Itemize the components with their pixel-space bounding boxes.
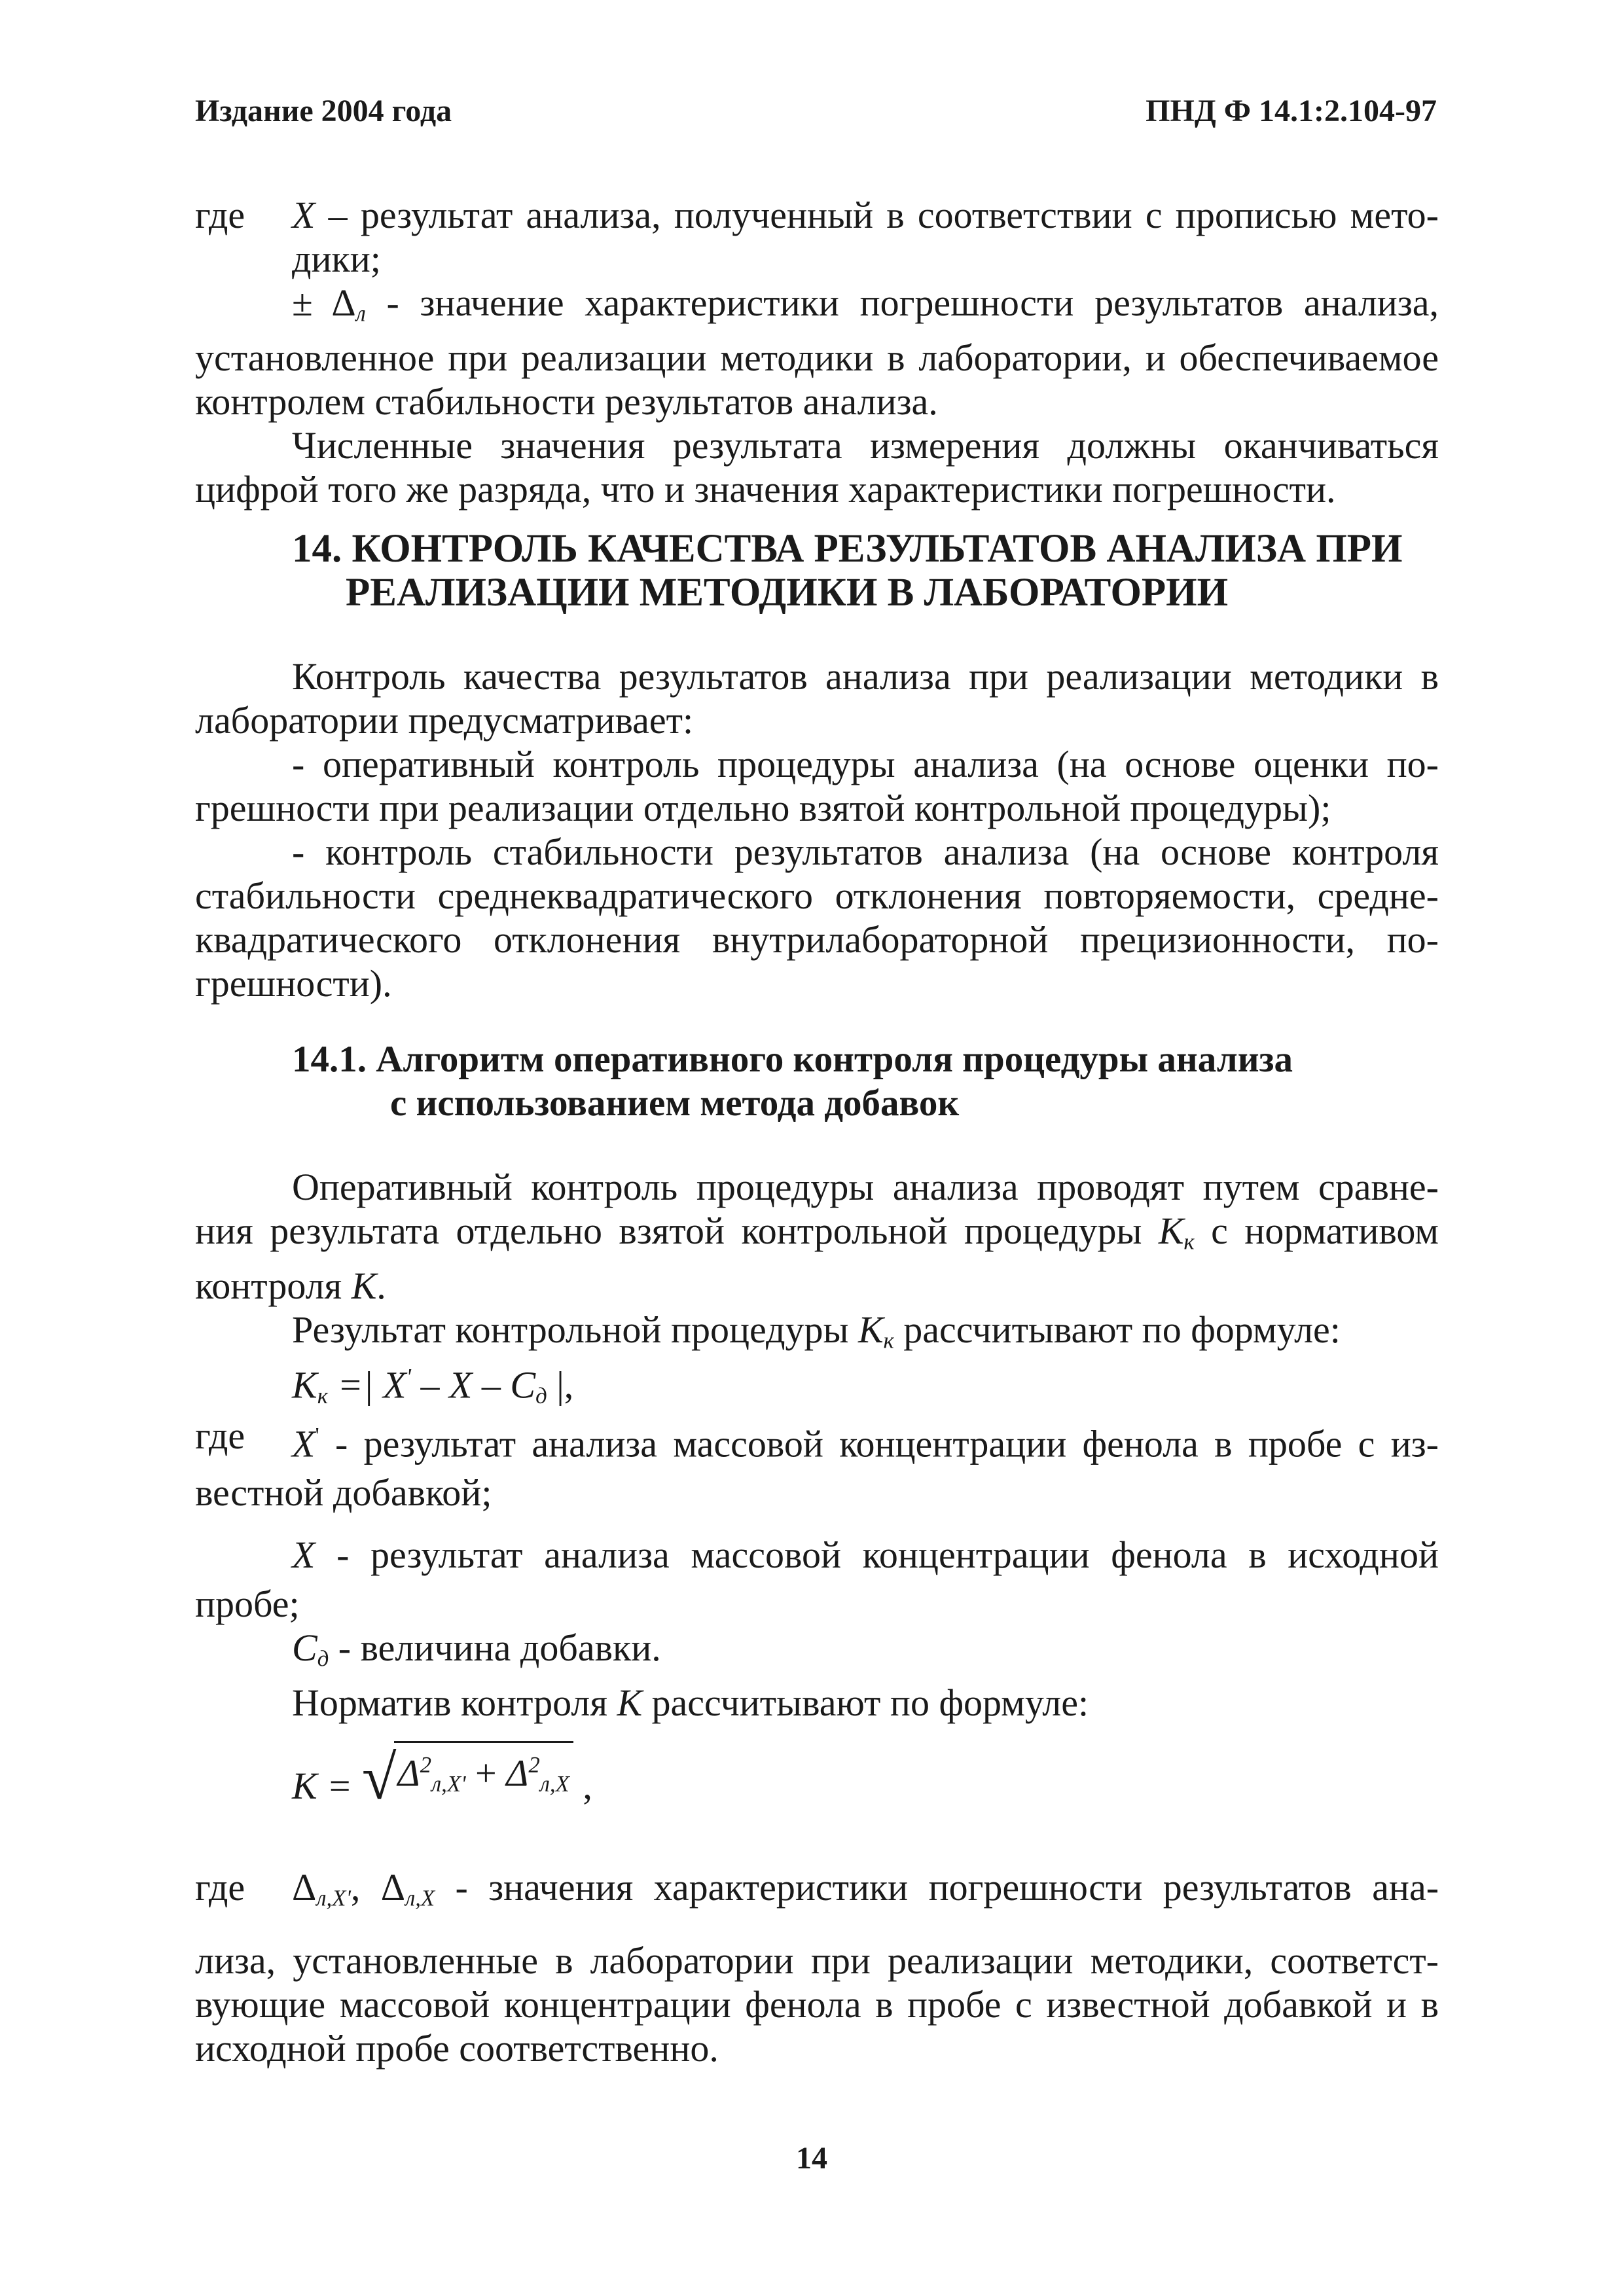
- control-norm-formula: K = √ $\Delta^2_{л,X'} + \Delta^2_{л,X}$ ,: [195, 1741, 1439, 1808]
- delta-values-definition-line-2: лиза, установленные в лаборатории при реализации методики, соответст-: [195, 1939, 1439, 1982]
- square-root: √ $\Delta^2_{л,X'} + \Delta^2_{л,X}$: [362, 1741, 573, 1804]
- delta-definition-line-2: установленное при реализации методики в лаборатории, и обеспечиваемое: [195, 336, 1439, 379]
- numeric-values-paragraph-line-2: цифрой того же разряда, что и значения характеристики погрешности.: [195, 467, 1336, 511]
- stability-control-item-line-2: стабильности среднеквадратического отклонения повторяемости, средне-: [195, 874, 1439, 917]
- additive-definition: $C_д$ - величина добавки.: [292, 1626, 661, 1672]
- section-14-intro-line-1: Контроль качества результатов анализа при реализации методики в: [292, 655, 1439, 698]
- page-number: 14: [796, 2141, 827, 2176]
- delta-values-definition-line-1: $\Delta_{л,X'}$, $\Delta_{л,X}$ - значения характеристики погрешности результатов ана-: [292, 1866, 1439, 1911]
- operative-control-item-line-1: - оперативный контроль процедуры анализа (на основе оценки по-: [292, 743, 1439, 785]
- document-code-header: ПНД Ф 14.1:2.104-97: [1146, 94, 1437, 128]
- norm-paragraph: Норматив контроля К рассчитывают по формуле:: [292, 1681, 1089, 1725]
- operative-control-paragraph-line-1: Оперативный контроль процедуры анализа проводят путем сравне-: [292, 1166, 1439, 1208]
- control-result-formula: $K_к$ =| X' – X – $C_д$ |,: [292, 1363, 574, 1409]
- where-block-3: [195, 1865, 1439, 2070]
- delta-definition-line-3: контролем стабильности результатов анализа.: [195, 380, 938, 423]
- where-label-3: где: [195, 1866, 245, 1909]
- section-14-1-title: 14.1. Алгоритм оперативного контроля процедуры анализа с использованием метода добавок: [292, 1039, 1293, 1124]
- section-14-body: [195, 655, 1439, 1005]
- x-definition-line-1b: X - результат анализа массовой концентрации фенола в исходной: [292, 1534, 1439, 1577]
- delta-values-definition-line-4: исходной пробе соответственно.: [195, 2026, 719, 2070]
- where-label: где: [195, 194, 245, 236]
- operative-control-paragraph-line-3: контроля К.: [195, 1264, 386, 1307]
- x-prime-definition-line-2: вестной добавкой;: [195, 1471, 492, 1515]
- delta-definition-line-1: ± $\Delta_л$ - значение характеристики погрешности результатов анализа,: [292, 281, 1439, 327]
- control-result-paragraph: Результат контрольной процедуры $К_к$ рассчитывают по формуле:: [292, 1308, 1341, 1354]
- stability-control-item-line-1: - контроль стабильности результатов анализа (на основе контроля: [292, 831, 1439, 873]
- stability-control-item-line-4: грешности).: [195, 962, 392, 1005]
- x-definition-line-2: дики;: [292, 238, 381, 280]
- numeric-values-paragraph-line-1: Численные значения результата измерения должны оканчиваться: [292, 423, 1439, 467]
- operative-control-item-line-2: грешности при реализации отдельно взятой контрольной процедуры);: [195, 787, 1331, 829]
- section-14-intro-line-2: лаборатории предусматривает:: [195, 699, 694, 742]
- where-label-2: где: [195, 1414, 245, 1457]
- where-block-1: [195, 193, 1439, 511]
- section-14-1-body: [195, 1165, 1439, 1362]
- x-prime-definition-line-1: X' - результат анализа массовой концентрации фенола в пробе с из-: [292, 1422, 1439, 1465]
- operative-control-paragraph-line-2: ния результата отдельно взятой контрольной процедуры $К_к$ с нормативом: [195, 1210, 1439, 1255]
- x-definition-line-2b: пробе;: [195, 1583, 300, 1626]
- section-14-title: 14. КОНТРОЛЬ КАЧЕСТВА РЕЗУЛЬТАТОВ АНАЛИЗА ПРИ РЕАЛИЗАЦИИ МЕТОДИКИ В ЛАБОРАТОРИИ: [292, 527, 1403, 615]
- stability-control-item-line-3: квадратического отклонения внутрилабораторной прецизионности, по-: [195, 918, 1439, 961]
- edition-header: Издание 2004 года: [195, 94, 452, 128]
- x-definition-line-1: X – результат анализа, полученный в соответствии с прописью мето-: [292, 194, 1439, 236]
- where-block-2: [195, 1414, 1439, 1725]
- delta-values-definition-line-3: вующие массовой концентрации фенола в пробе с известной добавкой и в: [195, 1982, 1439, 2026]
